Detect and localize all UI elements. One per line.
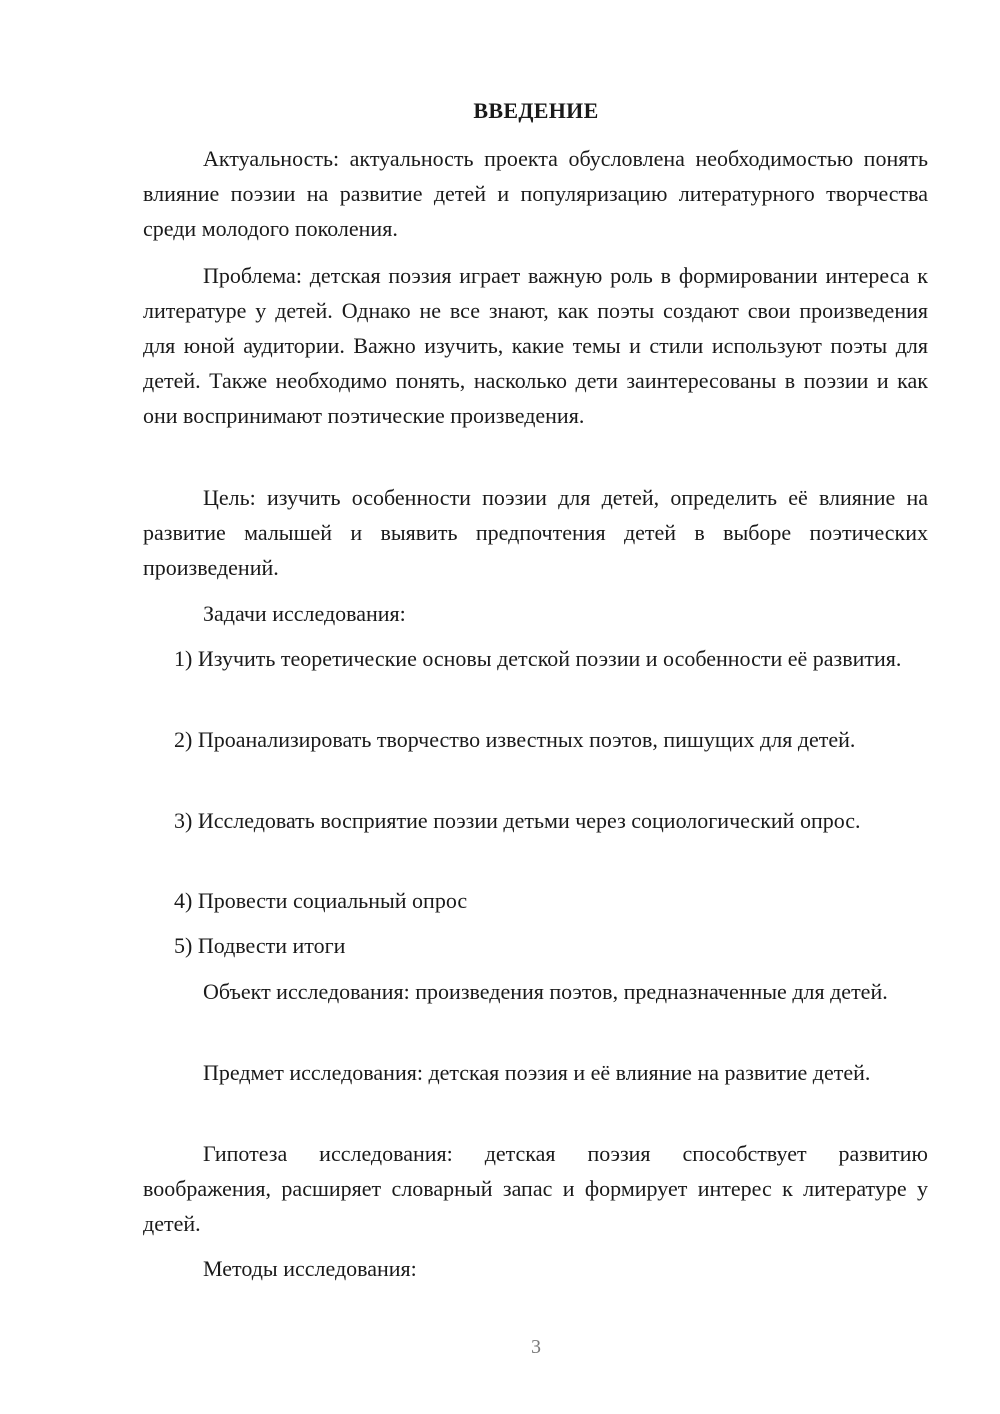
subject-paragraph: Предмет исследования: детская поэзия и её влияние на развитие детей. — [203, 1060, 871, 1085]
object-paragraph: Объект исследования: произведения поэтов, предназначенные для детей. — [203, 979, 888, 1004]
page-number: 3 — [531, 1336, 541, 1358]
tasks-heading: Задачи исследования: — [203, 601, 406, 626]
task-item-4: 4) Провести социальный опрос — [174, 888, 468, 913]
relevance-paragraph: Актуальность: актуальность проекта обусловлена необходимостью понять влияние поэзии на развитие детей и популяризацию литературного творчества среди молодого поколения. — [143, 146, 928, 241]
task-item-2: 2) Проанализировать творчество известных поэтов, пишущих для детей. — [174, 727, 856, 752]
task-item-5: 5) Подвести итоги — [174, 933, 346, 958]
goal-paragraph: Цель: изучить особенности поэзии для детей, определить её влияние на развитие малышей и выявить предпочтения детей в выборе поэтических произведений. — [143, 485, 928, 580]
section-heading: ВВЕДЕНИЕ — [473, 98, 599, 123]
task-item-1: 1) Изучить теоретические основы детской поэзии и особенности её развития. — [174, 646, 902, 671]
problem-paragraph: Проблема: детская поэзия играет важную роль в формировании интереса к литературе у детей. Однако не все знают, как поэты создают свои произведения для юной аудитории. Важно изучить, какие темы и стили используют поэты для детей. Также необходимо понять, насколько дети заинтересованы в поэзии и как они воспринимают поэтические произведения. — [143, 263, 928, 428]
task-item-3: 3) Исследовать восприятие поэзии детьми через социологический опрос. — [174, 808, 861, 833]
hypothesis-paragraph: Гипотеза исследования: детская поэзия способствует развитию воображения, расширяет словарный запас и формирует интерес к литературе у детей. — [143, 1141, 928, 1236]
methods-heading: Методы исследования: — [203, 1256, 417, 1281]
